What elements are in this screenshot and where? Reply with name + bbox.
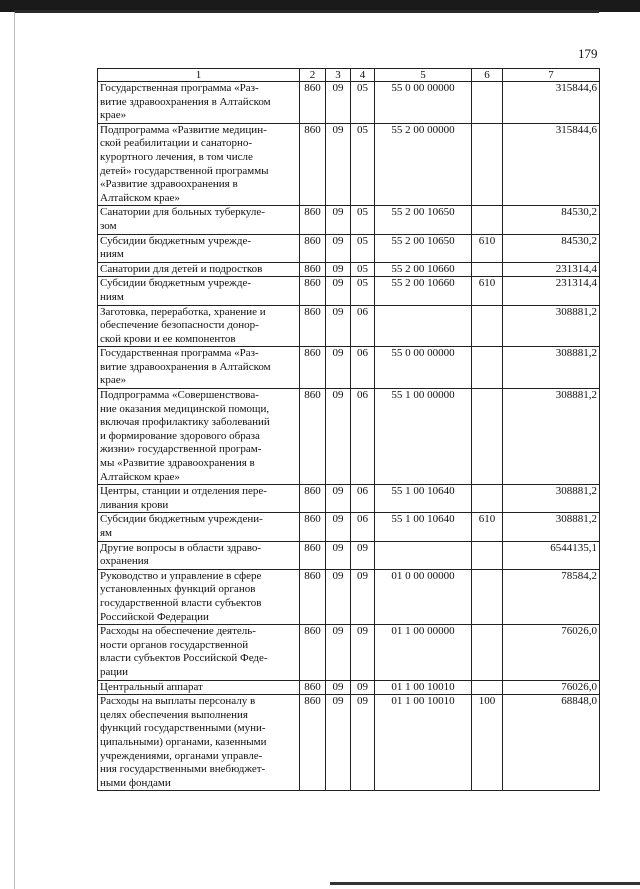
expense-type-cell	[472, 123, 503, 206]
target-article-cell: 55 1 00 10640	[375, 485, 472, 513]
section-code-cell: 09	[326, 625, 351, 680]
amount-cell: 76026,0	[503, 625, 600, 680]
amount-cell: 315844,6	[503, 123, 600, 206]
subsection-code-cell: 05	[351, 206, 375, 234]
table-row	[98, 277, 600, 305]
column-header: 6	[472, 69, 503, 82]
amount-cell: 231314,4	[503, 277, 600, 305]
grbs-code-cell: 860	[300, 206, 326, 234]
item-name-cell: Субсидии бюджетным учрежде- ниям	[98, 234, 300, 262]
target-article-cell: 55 2 00 10660	[375, 277, 472, 305]
item-name-cell: Расходы на обеспечение деятель- ности органов государственной власти субъектов Российской Феде- рации	[98, 625, 300, 680]
amount-cell: 76026,0	[503, 680, 600, 695]
item-name-cell: Руководство и управление в сфере установленных функций органов государственной власти субъектов Российской Федерации	[98, 569, 300, 624]
grbs-code-cell: 860	[300, 680, 326, 695]
section-code-cell: 09	[326, 262, 351, 277]
table-row	[98, 625, 600, 680]
subsection-code-cell: 05	[351, 277, 375, 305]
subsection-code-cell: 05	[351, 234, 375, 262]
subsection-code-cell: 05	[351, 262, 375, 277]
table-row	[98, 82, 600, 124]
target-article-cell	[375, 541, 472, 569]
section-code-cell: 09	[326, 206, 351, 234]
subsection-code-cell: 09	[351, 695, 375, 791]
subsection-code-cell: 09	[351, 541, 375, 569]
amount-cell: 78584,2	[503, 569, 600, 624]
amount-cell: 315844,6	[503, 82, 600, 124]
table-row	[98, 389, 600, 485]
item-name-cell: Расходы на выплаты персоналу в целях обеспечения выполнения функций государственными (муни- ципальными) органами, казенными учреждениями, органами управле- ния государственными внебюджет- ными фондами	[98, 695, 300, 791]
column-number-row	[98, 69, 600, 82]
amount-cell: 308881,2	[503, 389, 600, 485]
expense-type-cell: 610	[472, 277, 503, 305]
scan-shadow-bar	[14, 10, 599, 13]
grbs-code-cell: 860	[300, 513, 326, 541]
item-name-cell: Санатории для больных туберкуле- зом	[98, 206, 300, 234]
expense-type-cell: 610	[472, 234, 503, 262]
section-code-cell: 09	[326, 123, 351, 206]
expense-type-cell	[472, 262, 503, 277]
subsection-code-cell: 09	[351, 625, 375, 680]
item-name-cell: Государственная программа «Раз- витие здравоохранения в Алтайском крае»	[98, 82, 300, 124]
column-header: 4	[351, 69, 375, 82]
item-name-cell: Субсидии бюджетным учрежде- ниям	[98, 277, 300, 305]
target-article-cell: 55 2 00 10650	[375, 206, 472, 234]
subsection-code-cell: 06	[351, 305, 375, 347]
expense-type-cell	[472, 389, 503, 485]
table-row	[98, 347, 600, 389]
target-article-cell: 55 0 00 00000	[375, 82, 472, 124]
table-row	[98, 305, 600, 347]
target-article-cell: 55 1 00 10640	[375, 513, 472, 541]
grbs-code-cell: 860	[300, 541, 326, 569]
amount-cell: 68848,0	[503, 695, 600, 791]
amount-cell: 308881,2	[503, 347, 600, 389]
table-row	[98, 695, 600, 791]
column-header: 5	[375, 69, 472, 82]
target-article-cell: 55 1 00 00000	[375, 389, 472, 485]
column-header: 3	[326, 69, 351, 82]
target-article-cell: 01 1 00 10010	[375, 680, 472, 695]
budget-table-body	[98, 82, 600, 791]
expense-type-cell	[472, 206, 503, 234]
expense-type-cell	[472, 680, 503, 695]
table-row	[98, 206, 600, 234]
grbs-code-cell: 860	[300, 485, 326, 513]
grbs-code-cell: 860	[300, 347, 326, 389]
subsection-code-cell: 05	[351, 82, 375, 124]
target-article-cell	[375, 305, 472, 347]
item-name-cell: Государственная программа «Раз- витие здравоохранения в Алтайском крае»	[98, 347, 300, 389]
subsection-code-cell: 05	[351, 123, 375, 206]
subsection-code-cell: 09	[351, 569, 375, 624]
target-article-cell: 01 1 00 10010	[375, 695, 472, 791]
expense-type-cell: 610	[472, 513, 503, 541]
section-code-cell: 09	[326, 234, 351, 262]
column-header: 7	[503, 69, 600, 82]
budget-table	[97, 68, 600, 791]
amount-cell: 308881,2	[503, 305, 600, 347]
item-name-cell: Другие вопросы в области здраво- охранения	[98, 541, 300, 569]
target-article-cell: 01 0 00 00000	[375, 569, 472, 624]
amount-cell: 84530,2	[503, 234, 600, 262]
section-code-cell: 09	[326, 513, 351, 541]
table-row	[98, 123, 600, 206]
item-name-cell: Подпрограмма «Совершенствова- ние оказания медицинской помощи, включая профилактику заболеваний и формирование здорового образа жизни» государственной програм- мы «Развитие здравоохранения в Алтайском крае»	[98, 389, 300, 485]
target-article-cell: 55 2 00 00000	[375, 123, 472, 206]
subsection-code-cell: 06	[351, 389, 375, 485]
grbs-code-cell: 860	[300, 277, 326, 305]
grbs-code-cell: 860	[300, 305, 326, 347]
section-code-cell: 09	[326, 277, 351, 305]
table-row	[98, 569, 600, 624]
expense-type-cell	[472, 82, 503, 124]
section-code-cell: 09	[326, 695, 351, 791]
section-code-cell: 09	[326, 389, 351, 485]
table-row	[98, 234, 600, 262]
item-name-cell: Центральный аппарат	[98, 680, 300, 695]
expense-type-cell: 100	[472, 695, 503, 791]
target-article-cell: 55 2 00 10660	[375, 262, 472, 277]
expense-type-cell	[472, 305, 503, 347]
target-article-cell: 01 1 00 00000	[375, 625, 472, 680]
section-code-cell: 09	[326, 680, 351, 695]
column-header: 2	[300, 69, 326, 82]
item-name-cell: Субсидии бюджетным учреждени- ям	[98, 513, 300, 541]
page-number: 179	[578, 46, 598, 61]
grbs-code-cell: 860	[300, 695, 326, 791]
table-row	[98, 541, 600, 569]
table-row	[98, 262, 600, 277]
subsection-code-cell: 09	[351, 680, 375, 695]
item-name-cell: Заготовка, переработка, хранение и обеспечение безопасности донор- ской крови и ее компонентов	[98, 305, 300, 347]
expense-type-cell	[472, 625, 503, 680]
target-article-cell: 55 0 00 00000	[375, 347, 472, 389]
section-code-cell: 09	[326, 347, 351, 389]
item-name-cell: Центры, станции и отделения пере- ливания крови	[98, 485, 300, 513]
section-code-cell: 09	[326, 541, 351, 569]
grbs-code-cell: 860	[300, 82, 326, 124]
amount-cell: 308881,2	[503, 485, 600, 513]
subsection-code-cell: 06	[351, 347, 375, 389]
expense-type-cell	[472, 485, 503, 513]
item-name-cell: Подпрограмма «Развитие медицин- ской реабилитации и санаторно- курортного лечения, в том числе детей» государственной программы «Развитие здравоохранения в Алтайском крае»	[98, 123, 300, 206]
target-article-cell: 55 2 00 10650	[375, 234, 472, 262]
section-code-cell: 09	[326, 569, 351, 624]
grbs-code-cell: 860	[300, 569, 326, 624]
grbs-code-cell: 860	[300, 625, 326, 680]
expense-type-cell	[472, 541, 503, 569]
table-row	[98, 513, 600, 541]
grbs-code-cell: 860	[300, 262, 326, 277]
subsection-code-cell: 06	[351, 485, 375, 513]
grbs-code-cell: 860	[300, 234, 326, 262]
table-row	[98, 680, 600, 695]
section-code-cell: 09	[326, 485, 351, 513]
item-name-cell: Санатории для детей и подростков	[98, 262, 300, 277]
table-row	[98, 485, 600, 513]
amount-cell: 84530,2	[503, 206, 600, 234]
amount-cell: 231314,4	[503, 262, 600, 277]
amount-cell: 6544135,1	[503, 541, 600, 569]
grbs-code-cell: 860	[300, 389, 326, 485]
expense-type-cell	[472, 569, 503, 624]
amount-cell: 308881,2	[503, 513, 600, 541]
scan-bottom-edge	[330, 882, 640, 885]
section-code-cell: 09	[326, 82, 351, 124]
grbs-code-cell: 860	[300, 123, 326, 206]
subsection-code-cell: 06	[351, 513, 375, 541]
column-header: 1	[98, 69, 300, 82]
scan-left-edge	[14, 12, 15, 889]
expense-type-cell	[472, 347, 503, 389]
section-code-cell: 09	[326, 305, 351, 347]
